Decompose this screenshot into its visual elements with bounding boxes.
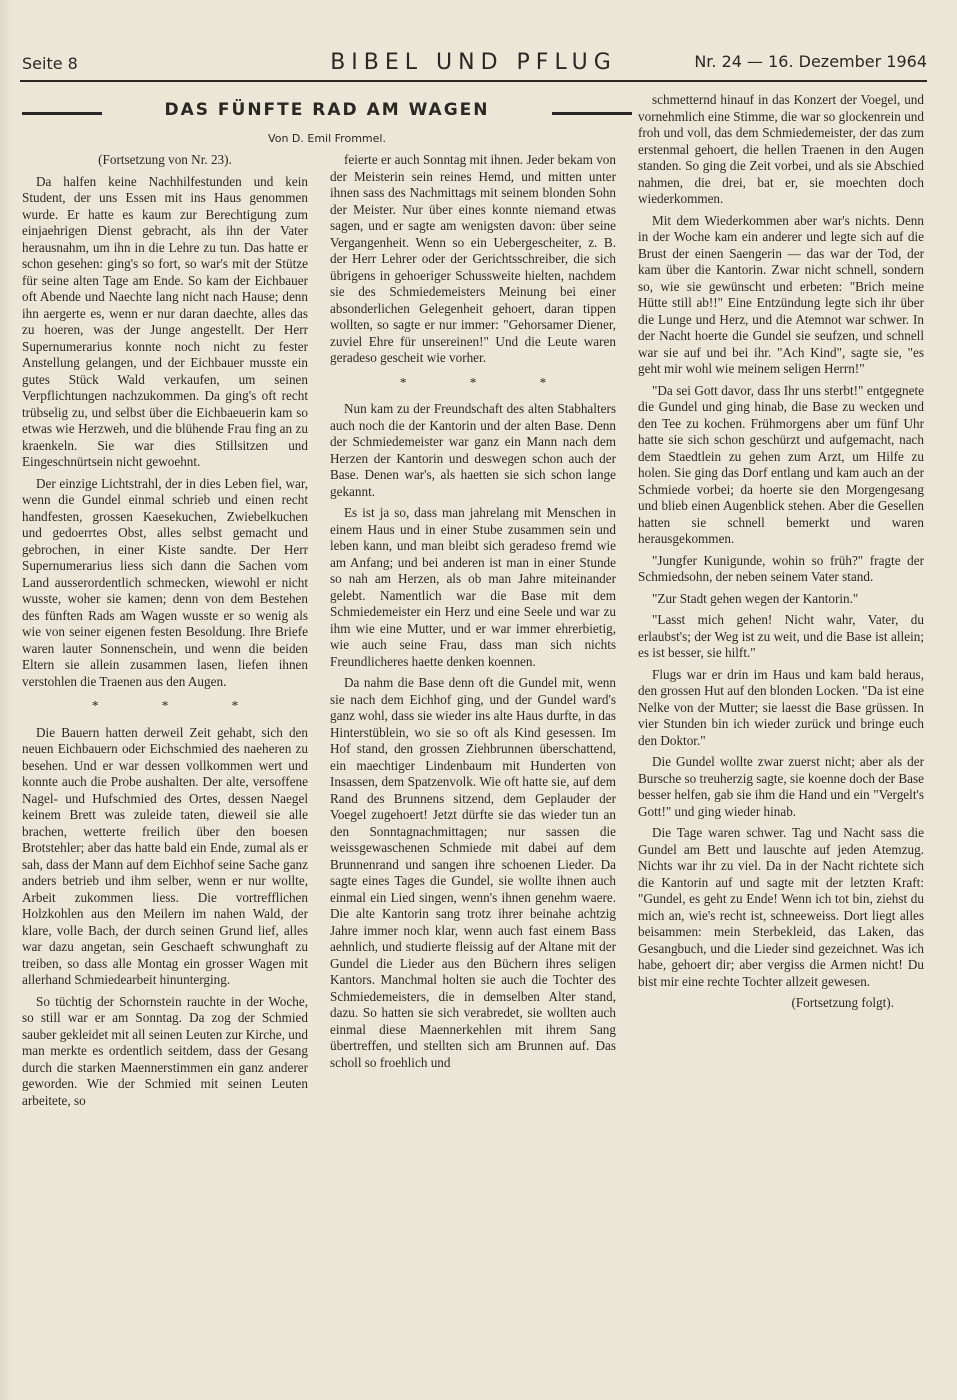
- paragraph: Da nahm die Base denn oft die Gundel mit, wenn sie nach dem Eichhof ging, und der Gundel ward's ganz wohl, dass sie wieder ins alte Haus durfte, in das Hinterstüblein, wo sie so oft als Kind gesessen. Im Hof stand, den grossen Ziehbrunnen überschattend, ein maechtiger Lindenbaum mit Hunderten von Insassen, dem Spatzenvolk. Wie oft hatte sie, auf dem Rand des Brunnens sitzend, dem Geplauder der Voegel zugehoert! Jetzt dürfte sie das wieder tun an den Sonntagnachmittagen; nur sassen die weissgewaschenen Schmiede mit dabei auf dem Brunnenrand und sangen ihre schoenen Lieder. Da sagte eines Tages die Gundel, sie wollte ihnen auch einmal ein Lied singen, wenn's ihnen genehm waere. Die alte Kantorin sang trotz ihrer beinahe achtzig Jahre immer noch klar, wenn auch fast einem Bass aehnlich, und studierte fleissig auf der Altane mit der Gundel die Lieder aus den Büchern ihres seligen Kantors. Manchmal holten sie auch die Tochter des Schmiedemeisters, die in demselben Alter stand, dazu. So hatten sie sich verabredet, sie wollten auch einmal diese Maennerkehlen mit ihrem Sang übertreffen, und stellten sich am Brunnen auf. Das scholl so froehlich und: [330, 675, 616, 1070]
- section-break: * * *: [91, 698, 269, 713]
- paragraph: Die Gundel wollte zwar zuerst nicht; aber als der Bursche so treuherzig sagte, sie koenne doch der Base besser helfen, gab sie ihm die Hand und ein "Vergelt's Gott!" und ging wieder hinab.: [638, 754, 924, 819]
- page-number: Seite 8: [22, 54, 78, 73]
- paragraph: Da halfen keine Nachhilfestunden und kein Student, der uns Essen mit ins Haus genommen wurde. Er hatte es kaum zur Berechtigung zum einjaehrigen Dienst gebracht, als ihn der Vater herausnahm, um ihn in die Lehre zu tun. Das hatte er schon gesehen: ging's so fort, so war's mit der Stütze für seine alten Tage am Ende. So kam der Eichbauer oft Abende und Naechte lang nicht nach Hause; denn ihn aergerte es, wenn er nur daran daechte, alles das zu hoeren, was der Junge angestellt. Der Herr Supernumerarius konnte noch nicht zu fester Anstellung gelangen, und der Eichbauer musste ein gutes Stück Wald verkaufen, um seinen Verpflichtungen nachzukommen. Da ging's oft recht trübselig zu, und selbst über die Eichbaeuerin kam so etwas wie Herzweh, und die blühende Frau fing an zu kraenkeln. Sie war dies Stillsitzen und Eingeschnürtsein nicht gewoehnt.: [22, 173, 308, 469]
- paragraph: Die Bauern hatten derweil Zeit gehabt, sich den neuen Eichbauern oder Eichschmied des naeheren zu besehen. Und er war dessen vollkommen wert und konnte auch die Probe aushalten. Der alte, versoffene Nagel- und Hufschmied des Ortes, dessen Naegel keinem Brett was zuleide taten, dieweil sie alle brachen, wetterte freilich über den boesen Brotstehler; aber das hatte bald ein Ende, zumal als er sah, dass der Mann auf dem Eichhof seine Sache ganz anders betrieb und ihm selber, wenn er nur wollte, Arbeit zukommen liess. Die vortrefflichen Holzkohlen aus den Meilern im nahen Wald, der klare, volle Bach, der durch seinen Grund lief, alles war dazu angetan, sein Geschaeft schwunghaft zu treiben, so dass alle Montag ein grosser Wagen mit allerhand Schmiedearbeit hinunterging.: [22, 724, 308, 987]
- paragraph: Flugs war er drin im Haus und kam bald heraus, den grossen Hut auf den blonden Locken. "Da ist eine Nelke von der Mutter; sie laesst die Base grüssen. In vier Stunden bin ich wieder zurück und bringe euch den Doktor.": [638, 666, 924, 748]
- column-1: [22, 152, 308, 1387]
- paragraph: Mit dem Wiederkommen aber war's nichts. Denn in der Woche kam ein anderer und legte sich auf die Brust der einen Saengerin — das war der Tod, der kam über die Kantorin. Zwar nicht schnell, sondern so, wie sie gewünscht und erbeten: "Brich meine Hütte still ab!!" Eine Entzündung legte sich ihr über die Lunge und Herz, und die Atemnot war schwer. In der Nacht hoerte die Gundel sie seufzen, und schnell war sie auf und bei ihr. "Ach Kind", sagte sie, "es geht mir wohl wie meinem seligen Herrn!": [638, 212, 924, 376]
- paragraph: schmetternd hinauf in das Konzert der Voegel, und vornehmlich eine Stimme, die war so glockenrein und froh und voll, das dem Schmiedemeister, der das zum erstenmal gehoert, die hellen Traenen in den Augen standen. So ging die Zeit vorbei, und als sie Abschied nahmen, die drei, bat er, sie moechten doch wiederkommen.: [638, 92, 924, 206]
- paragraph: Die Tage waren schwer. Tag und Nacht sass die Gundel am Bett und lauschte auf jeden Atemzug. Nichts war ihr zu viel. Da in der Nacht richtete sich die Kantorin auf und sagte mit der letzten Kraft: "Gundel, es geht zu Ende! Wenn ich tot bin, ziehst du mich an, wie's recht ist, schneeweiss. Dort liegt alles beisammen: mein Sterbekleid, das Laken, das Gesangbuch, und die Lieder sind gezeichnet. Was ich habe, gehoert dir; aber vergiss die Armen nicht! Du bist mir eine rechte Tochter allzeit gewesen.: [638, 825, 924, 989]
- article-title: DAS FÜNFTE RAD AM WAGEN: [164, 100, 490, 120]
- continued-note-end: (Fortsetzung folgt).: [791, 995, 894, 1010]
- section-break: * * *: [399, 374, 577, 390]
- newspaper-title: BIBEL UND PFLUG: [330, 50, 617, 75]
- paragraph: feierte er auch Sonntag mit ihnen. Jeder bekam von der Meisterin sein reines Hemd, und mitten unter ihnen sass des Nachmittags mit seinem blonden Sohn der Meister. Nur über eines konnte niemand etwas sagen, und er sagte am wenigsten davon: über seine Vergangenheit. Wenn so ein Uebergescheiter, z. B. der Herr Lehrer oder der Gerichtsschreiber, die sich übrigens in gehoeriger Schussweite hielten, nachdem sie des Schmiedemeisters Meinung bei einer absonderlichen Gelegenheit gehoert, daran tippen wollten, so sagte er nur immer: "Gehorsamer Diener, zuviel Ehre für unsereinen!" Und die Leute waren geradeso gescheit wie vorher.: [330, 152, 616, 365]
- paragraph: "Zur Stadt gehen wegen der Kantorin.": [652, 590, 859, 606]
- column-2: [330, 152, 616, 1387]
- paragraph: Es ist ja so, dass man jahrelang mit Menschen in einem Haus und in einer Stube zusammen sein und leben kann, und man bleibt sich geradeso fremd wie am Anfang; und bei anderen ist man in einer Stunde so nah am Herzen, als ob man Jahre miteinander gelebt. Namentlich war die Base mit dem Schmiedemeister ein Herz und eine Seele und war zu ihm wie eine Mutter, und er war immer ehrerbietig, wie auch seine Frau, dass man sich nichts Freundlicheres haette denken koennen.: [330, 505, 616, 669]
- paragraph: So tüchtig der Schornstein rauchte in der Woche, so still war er am Sonntag. Da zog der Schmied sauber gekleidet mit all seinen Leuten zur Kirche, und man merkte es ordentlich seitdem, dass der Gesang durch die starken Maennerstimmen ein ganz anderer geworden. Wie der Schmied mit seinen Leuten arbeitete, so: [22, 993, 308, 1108]
- header-rule: [20, 80, 927, 82]
- paragraph: Der einzige Lichtstrahl, der in dies Leben fiel, war, wenn die Gundel einmal schrieb und einen recht handfesten, grossen Kaesekuchen, Zwiebelkuchen und gedoerrtes Obst, alles selbst gemacht und gebrochen, in einer Kiste sandte. Der Herr Supernumerarius liess sich dann die Sachen vom Land ausserordentlich schmecken, wiewohl er nicht wusste, woher sie kamen; denn von dem Bestehen des fünften Rads am Wagen wusste er so wenig als wie von seiner eigenen festen Besoldung. Ihre Briefe waren lauter Sonnenschein, und wenn die beiden Eltern sie allein zusammen lasen, liefen ihnen verstohlen die Traenen aus den Augen.: [22, 475, 308, 689]
- article-title-block: [22, 100, 632, 126]
- page-header: [20, 50, 927, 82]
- byline: Von D. Emil Frommel.: [268, 132, 386, 145]
- issue-date: Nr. 24 — 16. Dezember 1964: [694, 52, 927, 71]
- title-rule-right: [552, 112, 632, 115]
- paragraph: "Jungfer Kunigunde, wohin so früh?" fragte der Schmiedsohn, der neben seinem Vater stand.: [638, 552, 924, 584]
- paragraph: "Da sei Gott davor, dass Ihr uns sterbt!" entgegnete die Gundel und ging hinab, die Base zu wecken und den Tee zu kochen. Frühmorgens aber um fünf Uhr hatte sie sich schon geschürzt und aufgemacht, nach dem Staedtlein zu gehen zum Arzt, um Hilfe zu holen. Sie ging das Dorf entlang und kam auch an der Schmiede vorbei; da hoerte sie den Morgengesang und blieb einen Augenblick stehen. Aber die Gesellen hatten sie schnell bemerkt und waren herausgekommen.: [638, 382, 924, 546]
- paragraph: "Lasst mich gehen! Nicht wahr, Vater, du erlaubst's; der Weg ist zu weit, und die Base ist allein; es ist besser, sie hilft.": [638, 612, 924, 660]
- title-rule-left: [22, 112, 102, 115]
- column-3: [638, 92, 924, 1387]
- paragraph: Nun kam zu der Freundschaft des alten Stabhalters auch noch die der Kantorin und der alten Base. Denn der Schmiedemeister war ganz ein Mann nach dem Herzen der Kantorin und deswegen schon auch der Base. Denen war's, als haetten sie sich schon lange gekannt.: [330, 401, 616, 499]
- page-fold-shadow: [0, 0, 12, 1400]
- continued-note: (Fortsetzung von Nr. 23).: [98, 152, 232, 167]
